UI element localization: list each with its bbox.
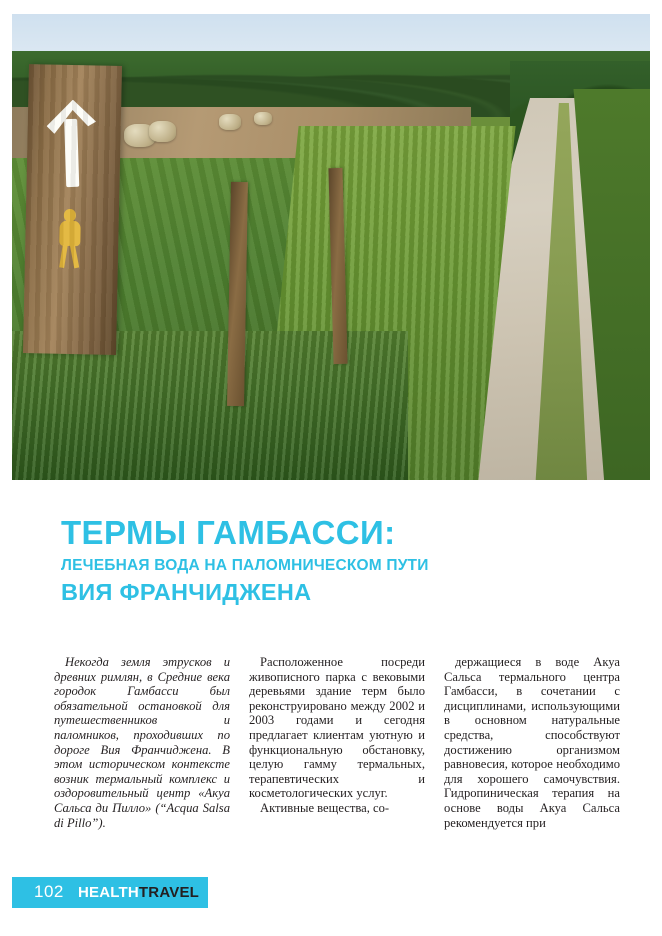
article-body bbox=[54, 655, 620, 855]
article-headings bbox=[61, 516, 621, 604]
photo-wooden-signpost bbox=[23, 64, 122, 355]
page-number: 102 bbox=[34, 882, 64, 901]
magazine-logo bbox=[78, 884, 199, 901]
magazine-logo-second-word: TRAVEL bbox=[138, 884, 200, 901]
body-column-2 bbox=[249, 655, 425, 855]
arrow-up-icon bbox=[43, 99, 102, 187]
paragraph: держащиеся в воде Акуа Сальса термального центра Гамбасси, в сочетании с дисциплинами, использующими в основном натуральные средства, способствуют достижению организмом равновесия, которое необходимо для хорошего самочувствия. Гидропиническая терапия на основе воды Акуа Сальса рекомендуется при bbox=[444, 655, 620, 830]
body-column-1 bbox=[54, 655, 230, 855]
magazine-logo-first-word: HEALTH bbox=[78, 884, 139, 901]
body-column-3 bbox=[444, 655, 620, 855]
page-title-second-line: ВИЯ ФРАНЧИДЖЕНА bbox=[61, 578, 312, 605]
photo-hay-bale bbox=[254, 112, 272, 125]
page-subtitle: ЛЕЧЕБНАЯ ВОДА НА ПАЛОМНИЧЕСКОМ ПУТИ bbox=[61, 557, 429, 574]
photo-hay-bale bbox=[219, 114, 241, 130]
page-title: ТЕРМЫ ГАМБАССИ: bbox=[61, 514, 396, 551]
paragraph: Активные вещества, со- bbox=[260, 800, 390, 815]
article-hero-photo bbox=[12, 14, 650, 480]
paragraph: Расположенное посреди живописного парка с вековыми деревьями здание терм было реконструировано между 2002 и 2003 годами и сегодня предлагает клиентам уютную и функциональную обстановку, целую гамму термальных, терапевтических и косметологических услуг. bbox=[249, 655, 425, 801]
photo-hay-bale bbox=[149, 121, 176, 142]
paragraph: Некогда земля этрусков и древних римлян, в Средние века городок Гамбасси был обязательной остановкой для путешественников и паломников, проходивших по дороге Вия Франчиджена. В этом историческом контексте возник термальный комплекс и оздоровительный центр «Акуа Сальса ди Пилло» (“Acqua Salsa di Pillo”). bbox=[54, 655, 230, 830]
pilgrim-walker-icon bbox=[53, 209, 87, 267]
